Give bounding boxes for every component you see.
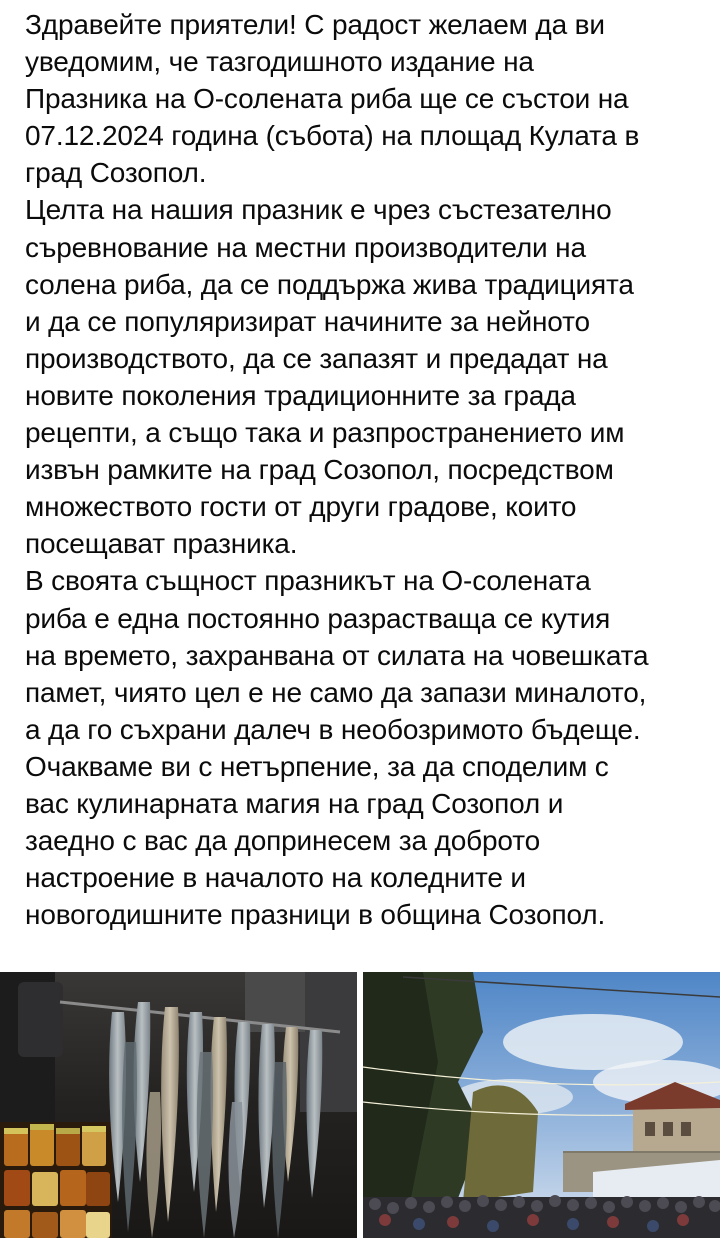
post-line: множеството гости от други градове, които: [25, 491, 577, 523]
post-line: Очакваме ви с нетърпение, за да споделим с: [25, 750, 609, 782]
dried-fish-photo[interactable]: [0, 972, 357, 1238]
post-line: производството, да се запазят и предадат на: [25, 342, 608, 374]
post-line: заедно с вас да допринесем за доброто: [25, 825, 541, 857]
post-line: извън рамките на град Созопол, посредством: [25, 454, 614, 486]
photo-grid: [0, 972, 720, 1238]
post-line: настроение в началото на коледните и: [25, 862, 526, 894]
post-line: а да го съхрани далеч в необозримото бъдеще.: [25, 713, 641, 745]
post-line: солена риба, да се поддържа жива традицията: [25, 268, 634, 300]
post-line: риба е една постоянно разрастваща се кутия: [25, 602, 611, 634]
festival-square-image: [363, 972, 720, 1238]
post-line: рецепти, а също така и разпространението им: [25, 417, 625, 449]
post-line: Здравейте приятели! С радост желаем да ви: [25, 9, 605, 40]
post-line: 07.12.2024 година (събота) на площад Кулата в: [25, 120, 640, 152]
post-line: на времето, захранвана от силата на човешката: [25, 639, 649, 671]
post-line: В своята същност празникът на О-солената: [25, 565, 591, 597]
post-line: уведомим, че тазгодишното издание на: [25, 46, 534, 78]
post-line: вас кулинарната магия на град Созопол и: [25, 787, 564, 819]
dried-fish-image: [0, 972, 357, 1238]
festival-square-photo[interactable]: [363, 972, 720, 1238]
post-line: Целта на нашия празник е чрез състезателно: [25, 194, 612, 226]
post-line: Празника на О-солената риба ще се състои на: [25, 83, 629, 115]
post-line: памет, чиято цел е не само да запази миналото,: [25, 676, 647, 708]
post-line: новогодишните празници в община Созопол.: [25, 899, 606, 931]
post-line: новите поколения традиционните за града: [25, 379, 576, 411]
post-line: посещават празника.: [25, 528, 298, 560]
post-line: град Созопол.: [25, 157, 207, 189]
post-line: съревнование на местни производители на: [25, 231, 586, 263]
post-line: и да се популяризират начините за нейното: [25, 305, 590, 337]
post-body: [25, 6, 715, 933]
